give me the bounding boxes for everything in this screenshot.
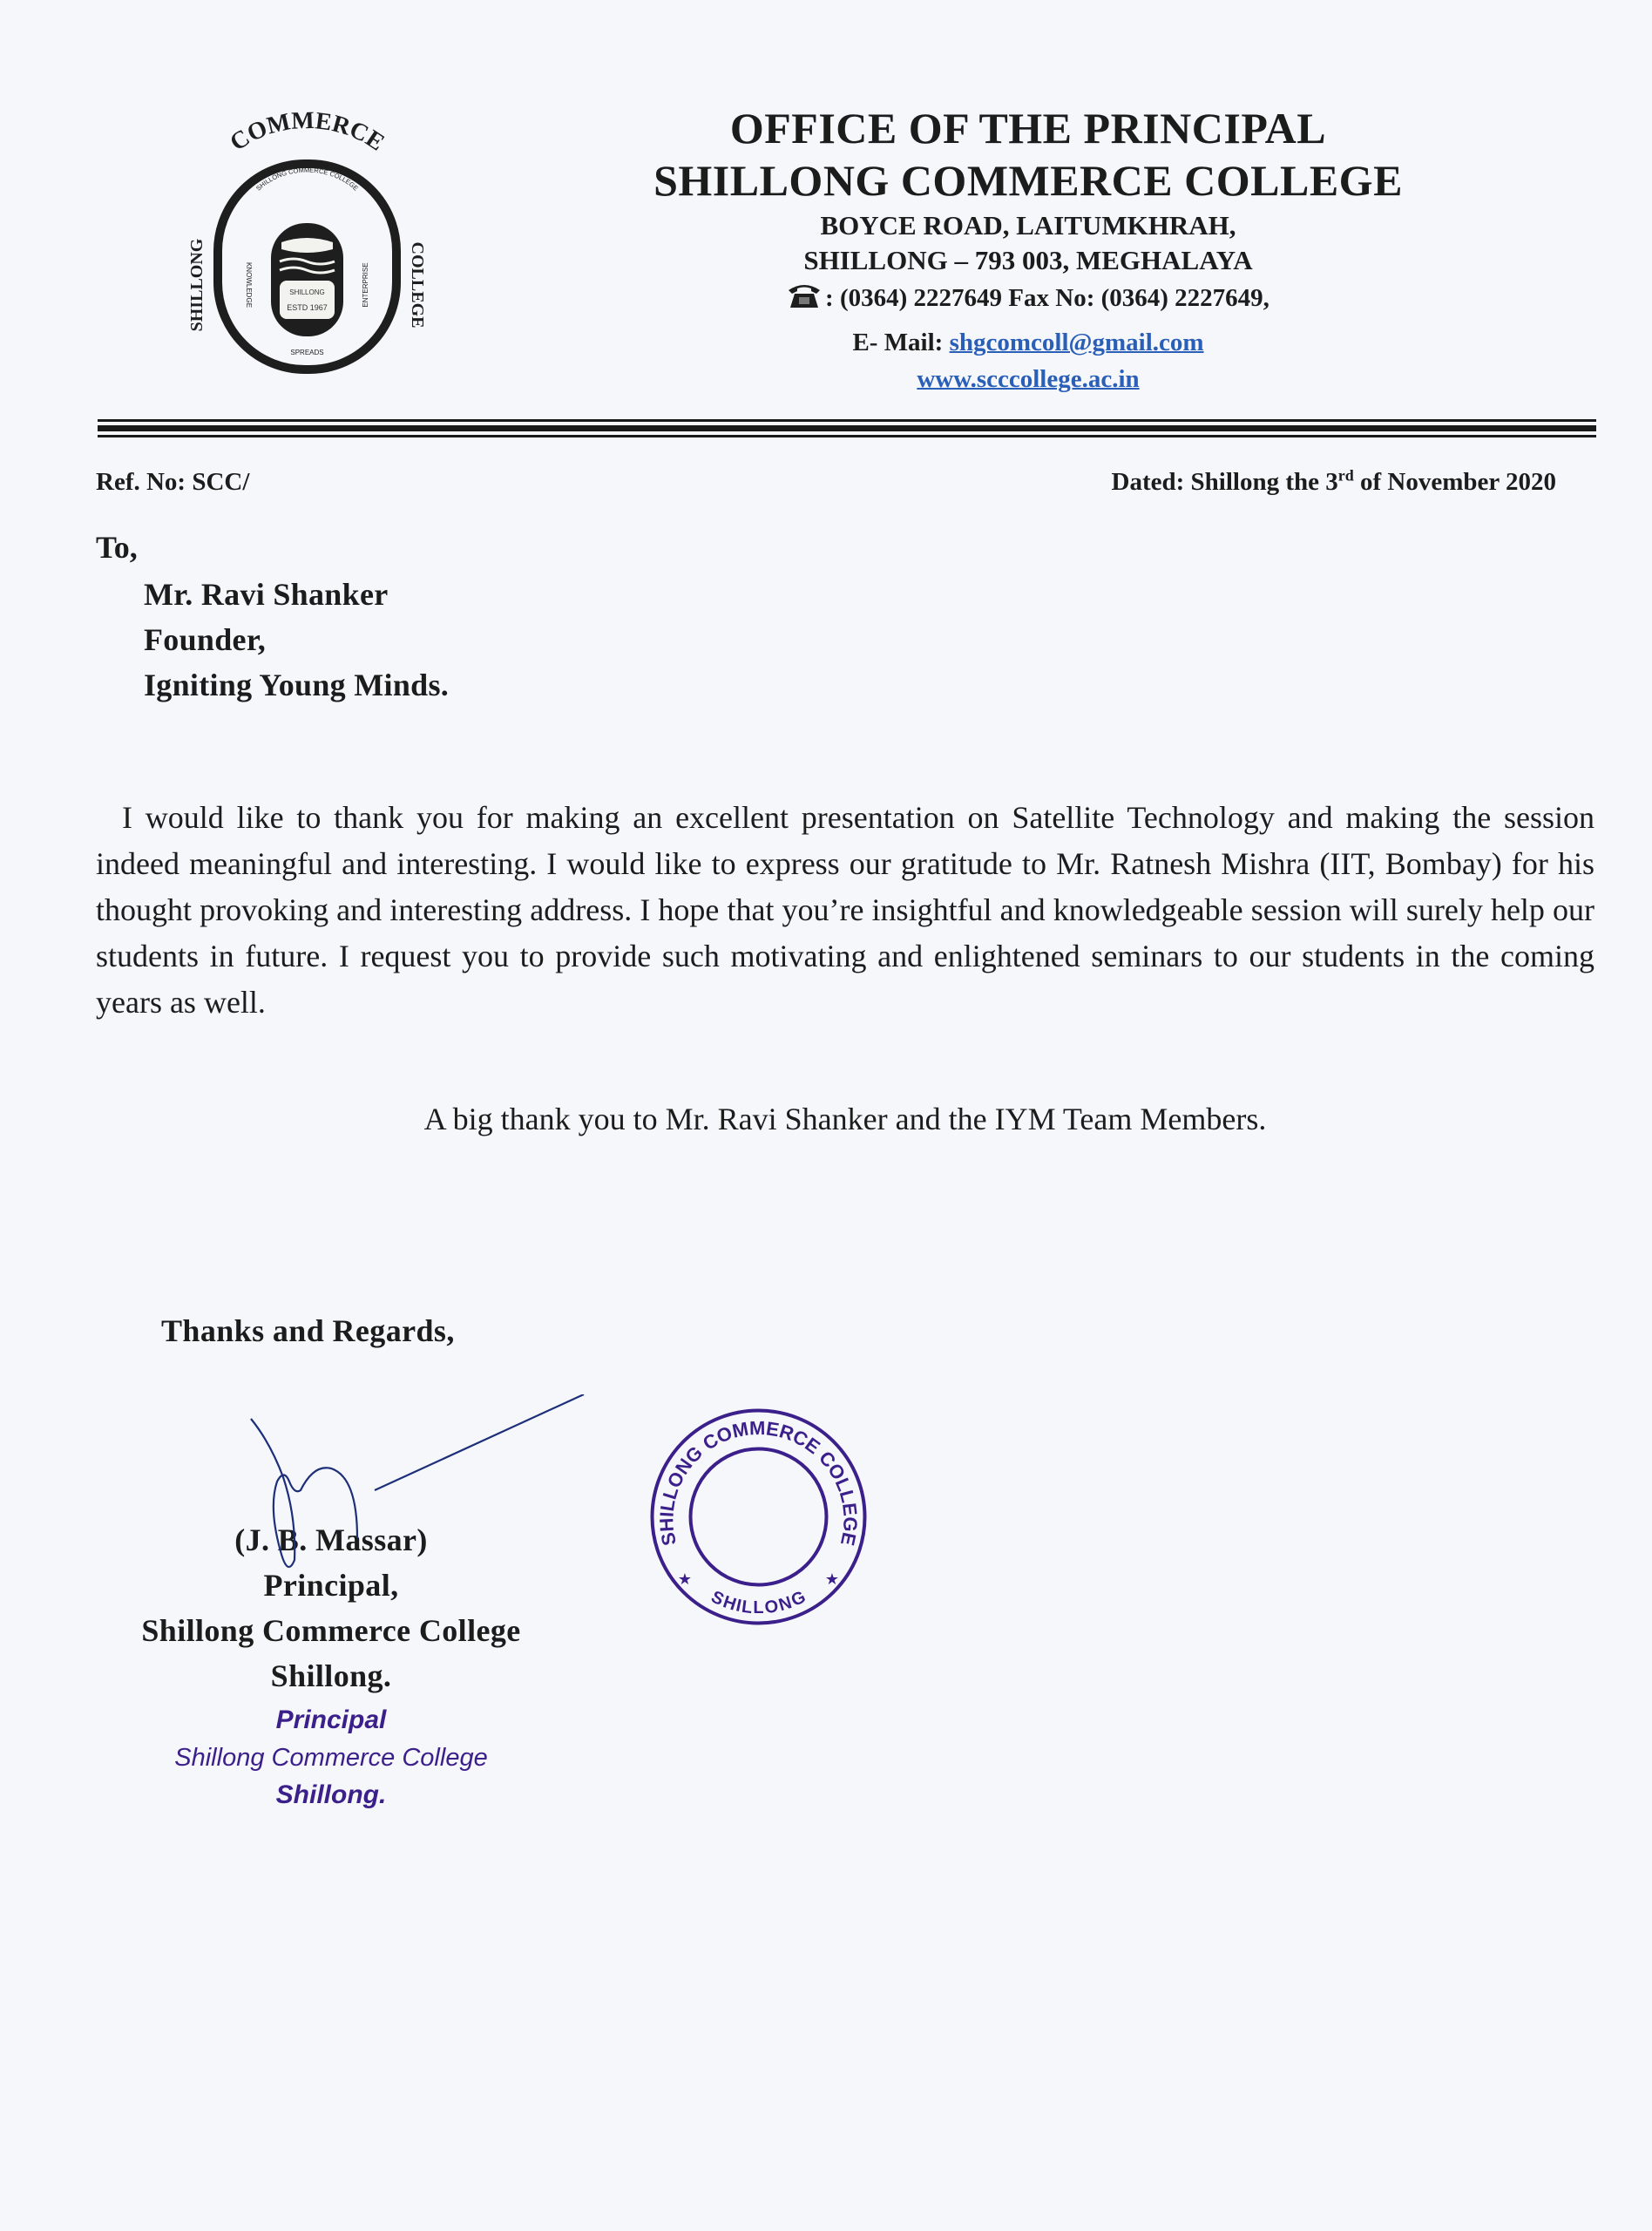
website-link[interactable]: www.scccollege.ac.in [917,365,1140,393]
logo-outer-top: COMMERCE [225,106,389,157]
svg-text:KNOWLEDGE [245,262,253,308]
logo-banner-estd: ESTD 1967 [287,303,328,312]
email-label: E- Mail: [852,329,944,356]
date-ordinal: rd [1337,466,1354,485]
email-line [558,326,1499,359]
signatory-name: (J. B. Massar) [234,1522,428,1557]
logo-motto-right: ENTERPRISE [362,262,370,308]
date-rest: of November 2020 [1353,468,1556,496]
logo-inner-top: SHILLONG COMMERCE COLLEGE [254,166,360,193]
logo-outer-left: SHILLONG [186,238,206,332]
signatory-college: Shillong Commerce College [141,1613,521,1648]
address-line-1: BOYCE ROAD, LAITUMKHRAH, [820,210,1236,241]
header-rule-top [98,419,1596,422]
stamp-designation: Principal [275,1705,387,1734]
logo-motto-left: KNOWLEDGE [244,261,253,309]
svg-text:COMMERCE [226,107,389,157]
website-line [558,363,1499,396]
svg-text:ENTERPRISE [362,262,369,307]
recipient-name: Mr. Ravi Shanker [144,577,389,612]
svg-text:SHILLONG [708,1587,809,1617]
reference-number: Ref. No: SCC/ [96,468,250,496]
seal-top-text: SHILLONG COMMERCE COLLEGE [655,1416,862,1548]
svg-text:SHILLONG [187,238,206,331]
telephone-icon [787,281,822,309]
signatory-designation: Principal, [263,1568,399,1603]
stamp-college: Shillong Commerce College [174,1744,488,1772]
seal-bottom-text: SHILLONG [708,1587,809,1617]
stamp-city: Shillong. [275,1780,387,1809]
svg-text:COLLEGE [408,242,427,329]
recipient-title: Founder, [144,622,267,657]
logo-banner-city: SHILLONG [289,288,325,296]
closing-thanks-line: A big thank you to Mr. Ravi Shanker and the IYM Team Members. [423,1102,1267,1136]
logo-outer-right: COLLEGE [408,241,428,329]
email-link[interactable]: shgcomcoll@gmail.com [949,329,1204,356]
regards-line: Thanks and Regards, [161,1313,455,1348]
address-line-2: SHILLONG – 793 003, MEGHALAYA [803,245,1253,275]
recipient-organization: Igniting Young Minds. [144,668,450,702]
fax-label: Fax No: [1008,284,1095,312]
body-paragraph: I would like to thank you for making an excellent presentation on Satellite Technology and making the session indeed meaningful and interesting. I would like to express our gratitude to Mr. Ratnesh Mishra (IIT, Bombay) for his thought provoking and interesting address. I hope that you’re insightful and knowledgeable session will surely help our students in future. I request you to provide such motivating and enlightened seminars to our students in the coming years as well. [96,800,1594,1020]
date-prefix: Dated: Shillong the 3 [1111,468,1338,496]
contact-line [558,281,1499,315]
letter-date [1112,466,1556,498]
seal-star-left-icon: ★ [677,1570,693,1588]
header-rule-bottom [98,435,1596,437]
logo-motto-bottom: SPREADS [290,349,324,356]
college-seal-stamp [643,1401,874,1632]
to-label: To, [96,530,138,565]
handwritten-signature [235,1394,601,1595]
college-logo [179,103,436,377]
signatory-city: Shillong. [270,1658,392,1693]
college-title: SHILLONG COMMERCE COLLEGE [653,156,1403,205]
fax-number: (0364) 2227649, [1100,284,1269,312]
header-rule-middle [98,425,1596,431]
phone-number: : (0364) 2227649 [825,284,1003,312]
seal-star-right-icon: ★ [824,1570,840,1588]
office-title: OFFICE OF THE PRINCIPAL [729,104,1327,153]
